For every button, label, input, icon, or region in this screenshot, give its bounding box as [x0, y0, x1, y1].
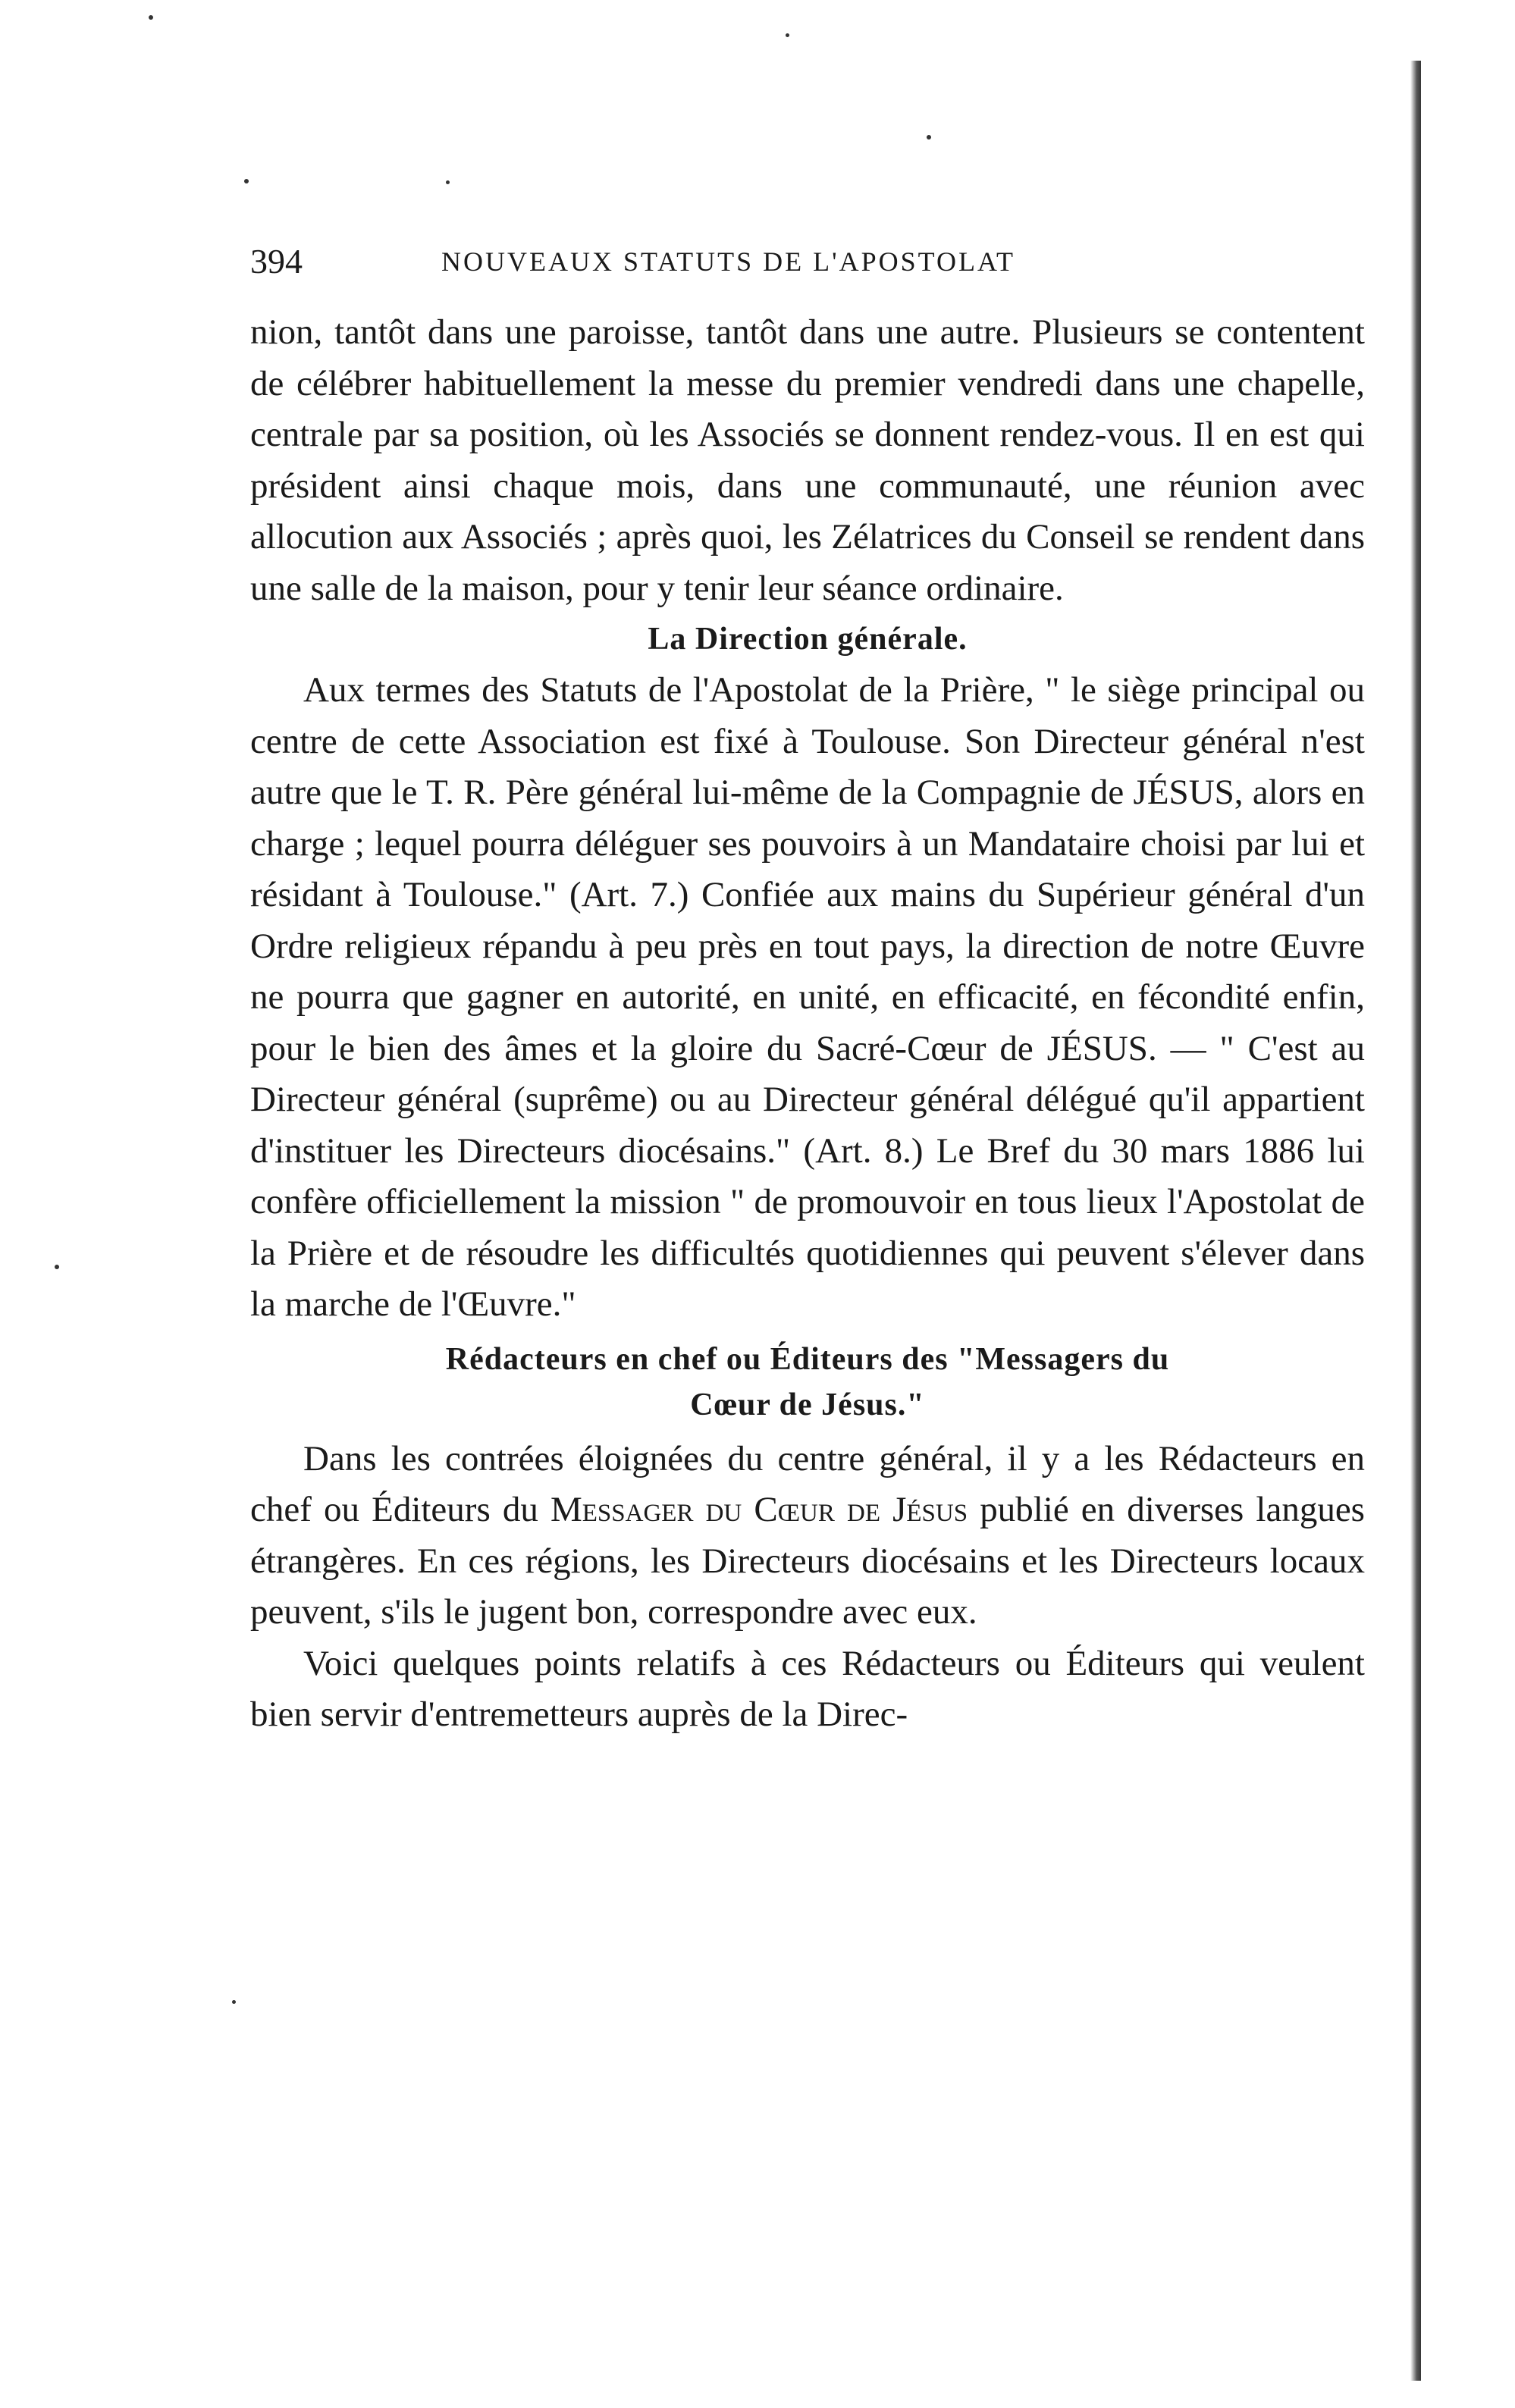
text-run: Dans les contrées éloignées du centre général, il y a les Rédacteurs en chef ou Éditeurs du	[250, 1438, 1365, 1529]
scan-speck	[149, 15, 153, 20]
scan-speck	[244, 179, 249, 183]
paragraph-continuation: nion, tantôt dans une paroisse, tantôt dans une autre. Plusieurs se contentent de célébrer habituellement la messe du premier vendredi dans une chapelle, centrale par sa position, où les Associés se donnent rendez-vous. Il en est qui président ainsi chaque mois, dans une communauté, une réunion avec allocution aux Associés ; après quoi, les Zélatrices du Conseil se rendent dans une salle de la maison, pour y tenir leur séance ordinaire.	[250, 312, 1365, 608]
page-binding-edge	[1410, 61, 1421, 2381]
scan-speck	[786, 33, 789, 37]
text-run: publié en diverses langues étrangères. En ces régions, les Directeurs diocésains et les Directeurs locaux peuvent, s'ils le jugent bon, correspondre avec eux.	[250, 1490, 1365, 1632]
paragraph-points: Voici quelques points relatifs à ces Rédacteurs ou Éditeurs qui veulent bien servir d'entremetteurs auprès de la Direc-	[250, 1643, 1365, 1734]
heading-line: Rédacteurs en chef ou Éditeurs des "Messagers du	[445, 1341, 1170, 1377]
page-number: 394	[250, 242, 303, 281]
section-heading-direction: La Direction générale.	[648, 622, 968, 657]
scan-speck	[232, 2000, 236, 2004]
section-heading-redacteurs	[250, 1337, 1365, 1428]
running-title: NOUVEAUX STATUTS DE L'APOSTOLAT	[441, 246, 1015, 277]
scan-speck	[927, 135, 931, 140]
messager-title: Messager du Cœur de Jésus	[550, 1490, 968, 1529]
paragraph-redacteurs	[250, 1434, 1365, 1638]
paragraph-direction: Aux termes des Statuts de l'Apostolat de la Prière, " le siège principal ou centre de cette Association est fixé à Toulouse. Son Directeur général n'est autre que le T. R. Père général lui-même de la Compagnie de JÉSUS, alors en charge ; lequel pourra déléguer ses pouvoirs à un Mandataire choisi par lui et résidant à Toulouse." (Art. 7.) Confiée aux mains du Supérieur général d'un Ordre religieux répandu à peu près en tout pays, la direction de notre Œuvre ne pourra que gagner en autorité, en unité, en efficacité, en fécondité enfin, pour le bien des âmes et la gloire du Sacré-Cœur de JÉSUS. — " C'est au Directeur général (suprême) ou au Directeur général délégué qu'il appartient d'instituer les Directeurs diocésains." (Art. 8.) Le Bref du 30 mars 1886 lui confère officiellement la mission " de promouvoir en tous lieux l'Apostolat de la Prière et de résoudre les difficultés quotidiennes qui peuvent s'élever dans la marche de l'Œuvre."	[250, 670, 1365, 1324]
heading-line: Cœur de Jésus."	[690, 1387, 925, 1422]
body-text	[250, 307, 1365, 1741]
scan-speck	[55, 1265, 59, 1269]
scan-speck	[446, 180, 450, 184]
